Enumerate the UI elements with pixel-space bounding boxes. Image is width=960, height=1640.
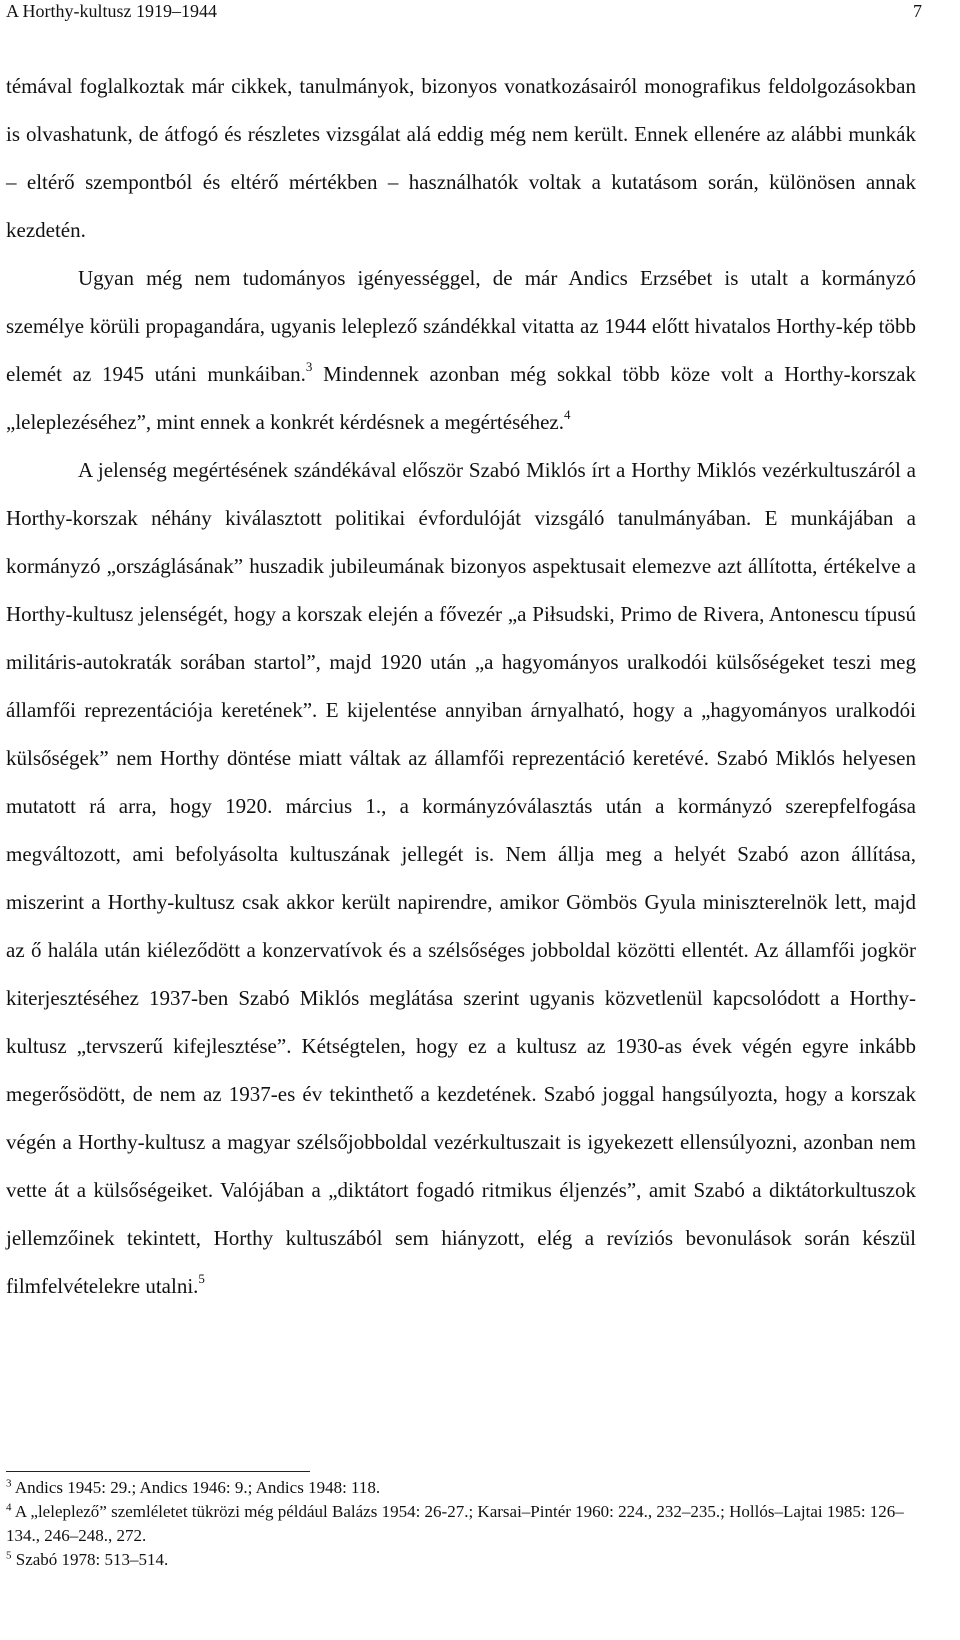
running-title: A Horthy-kultusz 1919–1944: [6, 1, 217, 21]
paragraph-3: [6, 446, 916, 1310]
running-header: [6, 0, 922, 26]
footnote-number: 3: [6, 1477, 12, 1490]
paragraph-text: Mindennek azonban még sokkal több köze volt a Horthy-korszak „leleplezéséhez”, mint ennek a konkrét kérdésnek a megértéséhez.: [6, 362, 916, 434]
page-number: 7: [913, 1, 922, 21]
footnote-ref[interactable]: 3: [305, 359, 313, 374]
paragraph-1: [6, 62, 916, 254]
footnote-ref[interactable]: 5: [198, 1271, 205, 1286]
footnote-number: 5: [6, 1549, 12, 1562]
paragraph-text: Ugyan még nem tudományos igényességgel, de már Andics Erzsébet is utalt a kormányzó személye körüli propagandára, ugyanis leleplező szándékkal vitatta az 1944 előtt hivatalos Horthy-kép több elemét az 1945 utáni munkáiban.: [6, 266, 916, 386]
body-text: [6, 62, 916, 1310]
footnote-text: A „leleplező” szemléletet tükrözi még például Balázs 1954: 26-27.; Karsai–Pintér 1960: 224., 232–235.; Hollós–Lajtai 1985: 126–134., 246–248., 272.: [6, 1502, 904, 1545]
footnote: [6, 1548, 918, 1572]
footnote-ref[interactable]: 4: [563, 407, 571, 422]
footnote-text: Andics 1945: 29.; Andics 1946: 9.; Andics 1948: 118.: [14, 1478, 381, 1497]
footnote-text: Szabó 1978: 513–514.: [15, 1550, 169, 1569]
paragraph-text: témával foglalkoztak már cikkek, tanulmányok, bizonyos vonatkozásairól monografikus feldolgozásokban is olvashatunk, de átfogó és részletes vizsgálat alá eddig még nem került. Ennek ellenére az alábbi munkák – eltérő szempontból és eltérő mértékben – használhatók voltak a kutatásom során, különösen annak kezdetén.: [6, 74, 916, 242]
paragraph-text: A jelenség megértésének szándékával először Szabó Miklós írt a Horthy Miklós vezérkultuszáról a Horthy-korszak néhány kiválasztott politikai évfordulóját vizsgáló tanulmányában. E munkájában a kormányzó „országlásának” huszadik jubileumának bizonyos aspektusait elemezve azt állította, értékelve a Horthy-kultusz jelenségét, hogy a korszak elején a fővezér „a Piłsudski, Primo de Rivera, Antonescu típusú militáris-autokraták sorában startol”, majd 1920 után „a hagyományos uralkodói külsőségeket teszi meg államfői reprezentációja keretének”. E kijelentése annyiban árnyalható, hogy a „hagyományos uralkodói külsőségek” nem Horthy döntése miatt váltak az államfői reprezentáció keretévé. Szabó Miklós helyesen mutatott rá arra, hogy 1920. március 1., a kormányzóválasztás után a kormányzó szerepfelfogása megváltozott, ami befolyásolta kultuszának jellegét is. Nem állja meg a helyét Szabó azon állítása, miszerint a Horthy-kultusz csak akkor került napirendre, amikor Gömbös Gyula miniszterelnök lett, majd az ő halála után kiéleződött a konzervatívok és a szélsőséges jobboldal közötti ellentét. Az államfői jogkör kiterjesztéséhez 1937-ben Szabó Miklós meglátása szerint ugyanis közvetlenül kapcsolódott a Horthy-kultusz „tervszerű kifejlesztése”. Kétségtelen, hogy ez a kultusz az 1930-as évek végén egyre inkább megerősödött, de nem az 1937-es év tekinthető a kezdetének. Szabó joggal hangsúlyozta, hogy a korszak végén a Horthy-kultusz a magyar szélsőjobboldal vezérkultuszait is igyekezett ellensúlyozni, azonban nem vette át a külsőségeiket. Valójában a „diktátort fogadó ritmikus éljenzés”, amit Szabó a diktátorkultuszok jellemzőinek tekintett, Horthy kultuszából sem hiányzott, elég a revíziós bevonulások során készül filmfelvételekre utalni.: [6, 458, 916, 1298]
paragraph-2: [6, 254, 916, 446]
footnote: [6, 1500, 918, 1548]
footnote-separator: [6, 1471, 310, 1472]
footnote-number: 4: [6, 1501, 12, 1514]
footnote: [6, 1476, 918, 1500]
footnotes: [6, 1476, 918, 1572]
